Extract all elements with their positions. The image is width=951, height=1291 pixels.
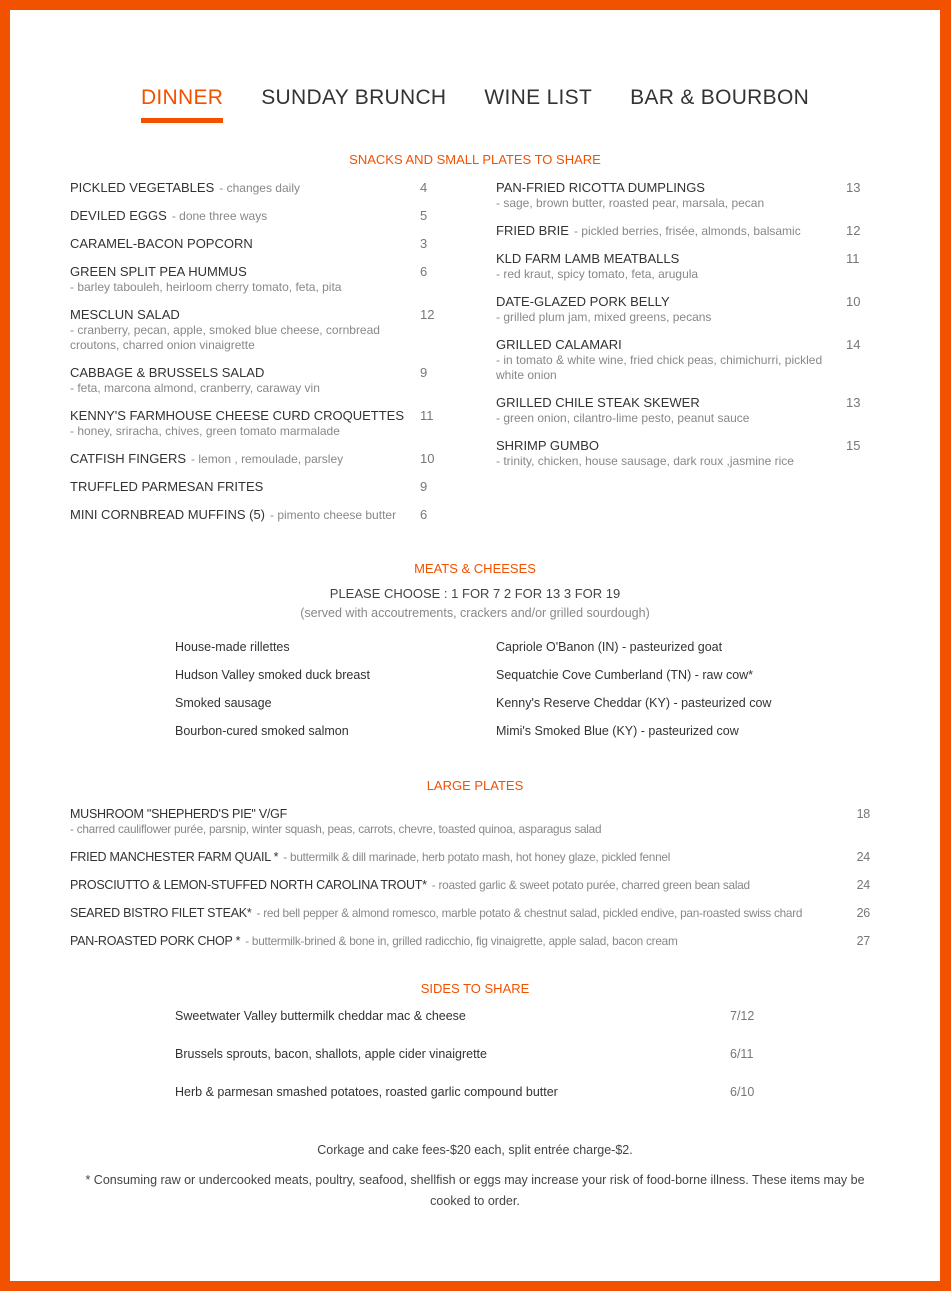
menu-item <box>70 365 450 396</box>
menu-item <box>70 264 450 295</box>
side-item <box>175 1085 795 1123</box>
menu-item-text <box>496 251 846 282</box>
menu-item-text <box>70 806 846 837</box>
side-item-price: 7/12 <box>730 1009 755 1023</box>
meats-list <box>175 640 475 752</box>
tab-bar-bourbon[interactable]: BAR & BOURBON <box>630 86 810 109</box>
food-safety-warning: * Consuming raw or undercooked meats, poultry, seafood, shellfish or eggs may increase your risk of food-borne illness. These items may be cooked to order. <box>85 1173 865 1208</box>
menu-item-price: 11 <box>846 251 860 266</box>
menu-item-description: - feta, marcona almond, cranberry, caraway vin <box>70 381 320 395</box>
section-title-meats: MEATS & CHEESES <box>414 561 536 576</box>
tab-dinner[interactable]: DINNER <box>141 86 223 123</box>
menu-item-price: 5 <box>420 208 428 223</box>
sides-list <box>175 1009 795 1123</box>
menu-item-name: PICKLED VEGETABLES <box>70 180 215 195</box>
menu-item-price: 9 <box>420 365 428 380</box>
menu-item-price: 6 <box>420 507 428 522</box>
menu-item-description: - buttermilk & dill marinade, herb potato mash, hot honey glaze, pickled fennel <box>283 850 671 864</box>
cheese-option: Kenny's Reserve Cheddar (KY) - pasteurized cow <box>496 696 772 710</box>
menu-item-name: MINI CORNBREAD MUFFINS (5) <box>70 507 265 522</box>
menu-item-name: PAN-ROASTED PORK CHOP * <box>70 934 241 948</box>
menu-item-name: SHRIMP GUMBO <box>496 438 600 453</box>
menu-item-text <box>70 849 846 865</box>
menu-item-description: - pickled berries, frisée, almonds, balsamic <box>573 224 801 238</box>
menu-item <box>496 438 876 469</box>
menu-item-price: 24 <box>856 878 870 892</box>
section-title-large-plates: LARGE PLATES <box>426 778 524 793</box>
menu-item-text <box>70 236 420 252</box>
menu-item-price: 14 <box>846 337 861 352</box>
meats-served-note: (served with accoutrements, crackers and/or grilled sourdough) <box>300 606 650 620</box>
side-item-name: Brussels sprouts, bacon, shallots, apple cider vinaigrette <box>175 1047 487 1061</box>
menu-item-name: MESCLUN SALAD <box>70 307 180 322</box>
menu-item <box>70 180 450 196</box>
menu-item <box>496 337 876 383</box>
section-title-sides: SIDES TO SHARE <box>420 981 530 996</box>
cheese-option: Mimi's Smoked Blue (KY) - pasteurized cow <box>496 724 739 738</box>
menu-item <box>70 877 870 893</box>
menu-item-description: - in tomato & white wine, fried chick peas, chimichurri, pickled white onion <box>496 353 823 382</box>
cheese-option: Capriole O'Banon (IN) - pasteurized goat <box>496 640 723 654</box>
menu-item <box>496 251 876 282</box>
menu-item <box>70 236 450 252</box>
menu-item-text <box>496 294 846 325</box>
tab-wine-list[interactable]: WINE LIST <box>484 86 593 109</box>
menu-item-price: 13 <box>846 395 861 410</box>
menu-item-text <box>70 264 420 295</box>
section-title-snacks: SNACKS AND SMALL PLATES TO SHARE <box>349 152 601 167</box>
menu-item-price: 10 <box>420 451 435 466</box>
menu-item-text <box>496 180 846 211</box>
menu-item <box>70 451 450 467</box>
menu-item-name: CARAMEL-BACON POPCORN <box>70 236 253 251</box>
meats-pricing: PLEASE CHOOSE : 1 FOR 7 2 FOR 13 3 FOR 19 <box>329 586 621 601</box>
menu-item-name: DATE-GLAZED PORK BELLY <box>496 294 670 309</box>
large-plates-list <box>70 806 870 961</box>
menu-item-description: - cranberry, pecan, apple, smoked blue cheese, cornbread croutons, charred onion vinaigrette <box>70 323 380 352</box>
menu-item <box>70 208 450 224</box>
tab-sunday-brunch[interactable]: SUNDAY BRUNCH <box>261 86 447 109</box>
side-item-name: Sweetwater Valley buttermilk cheddar mac & cheese <box>175 1009 466 1023</box>
menu-item-description: - red kraut, spicy tomato, feta, arugula <box>496 267 699 281</box>
menu-item-description: - trinity, chicken, house sausage, dark roux ,jasmine rice <box>496 454 794 468</box>
menu-item-text <box>70 208 420 224</box>
menu-page <box>10 10 940 1281</box>
menu-item-text <box>496 395 846 426</box>
menu-item <box>70 408 450 439</box>
menu-item-price: 26 <box>856 906 870 920</box>
menu-item-price: 24 <box>856 850 870 864</box>
meat-option: Smoked sausage <box>175 696 272 710</box>
menu-item-price: 3 <box>420 236 428 251</box>
menu-item-name: PROSCIUTTO & LEMON-STUFFED NORTH CAROLINA TROUT* <box>70 878 427 892</box>
menu-item-name: MUSHROOM "SHEPHERD'S PIE" V/GF <box>70 807 287 821</box>
menu-item-text <box>70 408 420 439</box>
menu-item-text <box>496 223 846 239</box>
snacks-left-column <box>70 180 450 535</box>
menu-item-price: 10 <box>846 294 861 309</box>
menu-item <box>70 849 870 865</box>
menu-item-price: 11 <box>420 408 434 423</box>
menu-item-description: - roasted garlic & sweet potato purée, charred green bean salad <box>431 878 750 892</box>
menu-item-text <box>496 438 846 469</box>
menu-item <box>70 933 870 949</box>
meat-option: Hudson Valley smoked duck breast <box>175 668 371 682</box>
menu-item-text <box>70 933 846 949</box>
menu-item-description: - charred cauliflower purée, parsnip, winter squash, peas, carrots, chevre, toasted quinoa, asparagus salad <box>70 822 602 836</box>
cheeses-list <box>496 640 816 752</box>
menu-item-name: FRIED MANCHESTER FARM QUAIL * <box>70 850 279 864</box>
menu-item <box>70 507 450 523</box>
menu-item-price: 6 <box>420 264 428 279</box>
menu-item-description: - barley tabouleh, heirloom cherry tomato, feta, pita <box>70 280 342 294</box>
menu-item-text <box>496 337 846 383</box>
menu-item-text <box>70 877 846 893</box>
menu-item-text <box>70 365 420 396</box>
menu-item <box>496 223 876 239</box>
meat-option: House-made rillettes <box>175 640 290 654</box>
menu-item-description: - sage, brown butter, roasted pear, marsala, pecan <box>496 196 765 210</box>
menu-item-price: 13 <box>846 180 861 195</box>
menu-item <box>70 479 450 495</box>
menu-item-name: GRILLED CHILE STEAK SKEWER <box>496 395 700 410</box>
menu-item-text <box>70 479 420 495</box>
menu-item-description: - green onion, cilantro-lime pesto, peanut sauce <box>496 411 750 425</box>
menu-item-price: 18 <box>856 807 870 821</box>
menu-item-name: KENNY'S FARMHOUSE CHEESE CURD CROQUETTES <box>70 408 405 423</box>
menu-item-price: 12 <box>420 307 435 322</box>
menu-item-name: CABBAGE & BRUSSELS SALAD <box>70 365 265 380</box>
meat-option: Bourbon-cured smoked salmon <box>175 724 349 738</box>
menu-item-description: - pimento cheese butter <box>270 508 397 522</box>
menu-item-name: DEVILED EGGS <box>70 208 167 223</box>
menu-item-text <box>70 180 420 196</box>
menu-item-price: 15 <box>846 438 861 453</box>
menu-item-price: 4 <box>420 180 428 195</box>
side-item <box>175 1047 795 1085</box>
menu-item <box>70 905 870 921</box>
menu-item <box>496 395 876 426</box>
menu-item <box>70 307 450 353</box>
menu-item-text <box>70 905 846 921</box>
menu-item-price: 12 <box>846 223 861 238</box>
menu-item-description: - honey, sriracha, chives, green tomato marmalade <box>70 424 340 438</box>
menu-item-text <box>70 307 420 353</box>
menu-item-description: - red bell pepper & almond romesco, marble potato & chestnut salad, pickled endive, pan-roasted swiss chard <box>256 906 803 920</box>
menu-item <box>70 806 870 837</box>
menu-item-name: FRIED BRIE <box>496 223 569 238</box>
menu-item-name: GRILLED CALAMARI <box>496 337 622 352</box>
menu-item <box>496 294 876 325</box>
menu-item-name: CATFISH FINGERS <box>70 451 187 466</box>
menu-item-description: - lemon , remoulade, parsley <box>191 452 344 466</box>
menu-item-name: GREEN SPLIT PEA HUMMUS <box>70 264 247 279</box>
menu-item-description: - changes daily <box>219 181 300 195</box>
side-item-name: Herb & parmesan smashed potatoes, roasted garlic compound butter <box>175 1085 558 1099</box>
snacks-right-column <box>496 180 876 481</box>
menu-item-name: SEARED BISTRO FILET STEAK* <box>70 906 252 920</box>
menu-item-text <box>70 507 420 523</box>
menu-item <box>496 180 876 211</box>
menu-item-description: - buttermilk-brined & bone in, grilled radicchio, fig vinaigrette, apple salad, bacon cream <box>245 934 678 948</box>
menu-item-description: - grilled plum jam, mixed greens, pecans <box>496 310 712 324</box>
menu-item-description: - done three ways <box>171 209 268 223</box>
corkage-note: Corkage and cake fees-$20 each, split entrée charge-$2. <box>317 1143 633 1157</box>
side-item-price: 6/10 <box>730 1085 755 1099</box>
side-item-price: 6/11 <box>730 1047 754 1061</box>
side-item <box>175 1009 795 1047</box>
cheese-option: Sequatchie Cove Cumberland (TN) - raw cow* <box>496 668 754 682</box>
menu-item-price: 27 <box>856 934 870 948</box>
menu-item-name: KLD FARM LAMB MEATBALLS <box>496 251 680 266</box>
menu-item-name: TRUFFLED PARMESAN FRITES <box>70 479 264 494</box>
menu-item-name: PAN-FRIED RICOTTA DUMPLINGS <box>496 180 705 195</box>
menu-item-price: 9 <box>420 479 428 494</box>
menu-tabs <box>10 86 940 123</box>
menu-item-text <box>70 451 420 467</box>
